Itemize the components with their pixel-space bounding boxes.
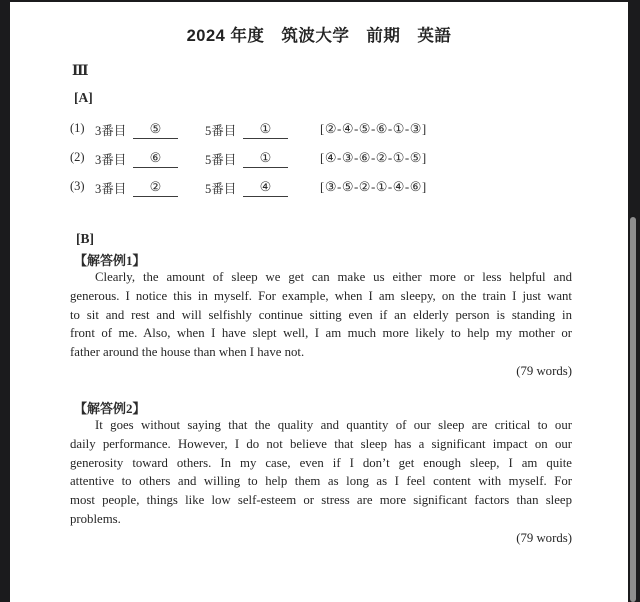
- third-place-label: 3番目: [95, 182, 127, 196]
- example-1-heading: 【解答例1】: [74, 253, 146, 268]
- part-b-label: [B]: [76, 231, 94, 246]
- essay-line: daily performance. However, I do not believe that sleep has a significant impact on our: [70, 436, 572, 451]
- scrollbar-track[interactable]: [628, 0, 640, 602]
- example-1-essay: [70, 268, 572, 362]
- full-order-answer: [③-⑤-②-①-④-⑥]: [320, 179, 427, 194]
- part-a-answer-rows: [70, 121, 572, 208]
- fifth-place-answer: ①: [243, 150, 288, 168]
- essay-line: front of me. Also, when I have slept well, I am much more likely to help my mother or: [70, 326, 572, 341]
- example-2-essay: [70, 416, 572, 529]
- essay-line: It goes without saying that the quality and quantity of our sleep are critical to our: [95, 418, 572, 432]
- answer-row: [70, 150, 572, 179]
- essay-line: to sit and rest and will selfishly continue sitting even if an elderly person is standing in: [70, 307, 572, 322]
- essay-line: Clearly, the amount of sleep we get can make us either more or less helpful and: [95, 270, 572, 284]
- full-order-answer: [②-④-⑤-⑥-①-③]: [320, 121, 427, 136]
- part-a-label: [A]: [74, 90, 93, 105]
- essay-line: problems.: [70, 511, 121, 526]
- example-2-word-count: (79 words): [516, 531, 572, 545]
- scrollbar-thumb[interactable]: [630, 217, 636, 602]
- fifth-place-answer: ①: [243, 121, 288, 139]
- essay-line: generosity toward others. In my case, even if I don’t get enough sleep, I am quite: [70, 455, 572, 470]
- third-place-answer: ②: [133, 179, 178, 197]
- item-number: (1): [70, 121, 85, 135]
- third-place-label: 3番目: [95, 153, 127, 167]
- item-number: (2): [70, 150, 85, 164]
- essay-line: most people, things like low self-esteem or stress are more significant factors than sleep: [70, 493, 572, 508]
- fifth-place-label: 5番目: [205, 124, 237, 138]
- essay-line: father around the house than when I have not.: [70, 345, 305, 360]
- full-order-answer: [④-③-⑥-②-①-⑤]: [320, 150, 427, 165]
- answer-row: [70, 179, 572, 208]
- third-place-answer: ⑤: [133, 121, 178, 139]
- essay-line: generous. I notice this in myself. For example, when I am sleepy, on the train I just want: [70, 288, 572, 303]
- fifth-place-label: 5番目: [205, 182, 237, 196]
- item-number: (3): [70, 179, 85, 193]
- document-title: 2024 年度 筑波大学 前期 英語: [186, 27, 452, 45]
- third-place-answer: ⑥: [133, 150, 178, 168]
- essay-line: attentive to others and willing to help them as long as I feel content with myself. For: [70, 474, 572, 489]
- section-number: Ⅲ: [72, 63, 89, 78]
- example-1-word-count: (79 words): [516, 364, 572, 378]
- answer-row: [70, 121, 572, 150]
- fifth-place-label: 5番目: [205, 153, 237, 167]
- document-page: [10, 2, 628, 602]
- fifth-place-answer: ④: [243, 179, 288, 197]
- third-place-label: 3番目: [95, 124, 127, 138]
- example-2-heading: 【解答例2】: [74, 401, 146, 416]
